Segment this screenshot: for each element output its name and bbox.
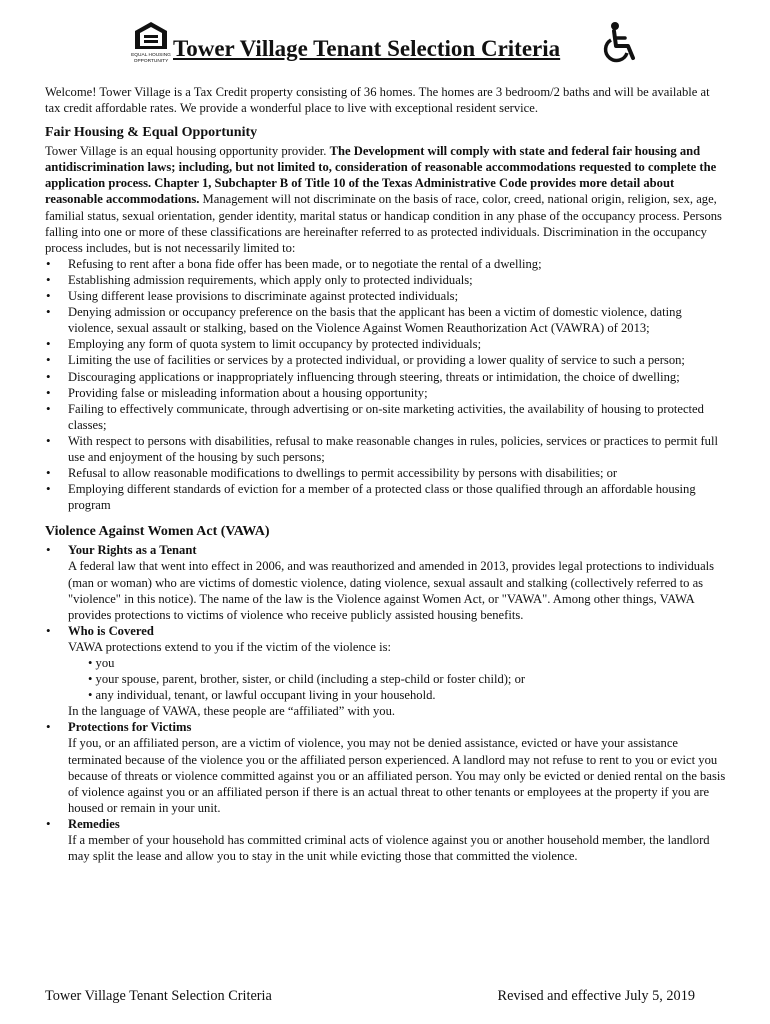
fair-housing-heading: Fair Housing & Equal Opportunity <box>45 125 258 141</box>
vawa-remedies-item <box>45 816 727 864</box>
logo-text-line1: EQUAL HOUSING <box>131 53 171 58</box>
fair-housing-bold-statement: The Development will comply with state and federal fair housing and antidiscrimination laws; including, but not limited to, consideration of reasonable accommodations requested to complete the application process. Chapter 1, Subchapter B of Title 10 of the Texas Administrative Code provides more detail about reasonable accommodations. <box>45 144 717 207</box>
list-item: • Refusing to rent after a bona fide offer has been made, or to negotiate the rental of a dwelling; <box>45 256 727 272</box>
covered-intro: VAWA protections extend to you if the victim of the violence is: <box>68 639 391 654</box>
fair-housing-paragraph <box>45 143 727 256</box>
list-item: • Refusal to allow reasonable modifications to dwellings to permit accessibility by persons with disabilities; or <box>45 465 727 481</box>
list-item: • your spouse, parent, brother, sister, or child (including a step-child or foster child); or <box>88 672 526 687</box>
document-page <box>45 14 727 864</box>
page-footer <box>45 988 695 1005</box>
remedies-text: If a member of your household has committed criminal acts of violence against you or another household member, the landlord may split the lease and allow you to stay in the unit while evicting those that committed the violence. <box>68 833 710 864</box>
protections-title: • Protections for Victims <box>68 720 192 735</box>
list-item: • Denying admission or occupancy preference on the basis that the applicant has been a victim of domestic violence, dating violence, sexual assault or stalking, based on the Violence Against Women Reauthorization Act (VAWRA) of 2013; <box>45 304 727 336</box>
rights-text: A federal law that went into effect in 2006, and was reauthorized and amended in 2013, provides legal protections to individuals (man or woman) who are victims of domestic violence, dating violence, sexual assault and stalking (collectively referred to as "violence" in this notice). The name of the law is the Violence against Women Act, or "VAWA". Among other things, VAWA provides protections to victims of violence who receive publicly assisted housing benefits. <box>68 559 715 622</box>
list-item: • Failing to effectively communicate, through advertising or on-site marketing activities, the availability of housing to protected classes; <box>45 401 727 433</box>
intro-paragraph: Welcome! Tower Village is a Tax Credit property consisting of 36 homes. The homes are 3 bedroom/2 baths and will be available at tax credit affordable rates. We provide a wonderful place to live with exceptional resident service. <box>45 85 710 116</box>
list-item: • Using different lease provisions to discriminate against protected individuals; <box>45 288 727 304</box>
list-item: • Discouraging applications or inappropriately influencing through steering, threats or intimidation, the choice of dwelling; <box>45 369 727 385</box>
list-item: • Employing any form of quota system to limit occupancy by protected individuals; <box>45 336 727 352</box>
vawa-covered-item <box>45 623 727 720</box>
list-item: • With respect to persons with disabilities, refusal to make reasonable changes in rules, policies, services or practices to permit full use and enjoyment of the housing by such persons; <box>45 433 727 465</box>
vawa-rights-item <box>45 542 727 622</box>
discrimination-list <box>45 256 727 514</box>
list-item: • Limiting the use of facilities or services by a protected individual, or providing a lower quality of service to such a person; <box>45 352 727 368</box>
page-title: Tower Village Tenant Selection Criteria <box>173 36 561 61</box>
footer-revision-date: Revised and effective July 5, 2019 <box>497 988 695 1004</box>
list-item: • you <box>88 656 115 670</box>
title-row <box>45 14 727 70</box>
wheelchair-accessibility-icon <box>601 20 641 64</box>
footer-document-title: Tower Village Tenant Selection Criteria <box>45 988 272 1004</box>
covered-persons-list <box>88 655 727 703</box>
covered-title: • Who is Covered <box>68 623 154 638</box>
fair-housing-rest: Management will not discriminate on the basis of race, color, creed, national origin, religion, sex, age, familial status, sexual orientation, gender identity, marital status or handicap condition in any phase of the occupancy process. Persons falling into one or more of these classifications are hereinafter referred to as protected individuals. Discrimination in the occupancy process includes, but is not necessarily limited to: <box>45 192 722 255</box>
list-item: • Employing different standards of eviction for a member of a protected class or those qualified through an affordable housing program <box>45 481 727 513</box>
vawa-protections-item <box>45 719 727 816</box>
protections-text: If you, or an affiliated person, are a victim of violence, you may not be denied assistance, evicted or have your assistance terminated because of the violence you or the affiliated person experienced. A landlord may not refuse to rent to you or evict you because of threats or violence committed against you or an affiliated person. You may only be evicted or denied rental on the basis of violence against you or an affiliated person if there is an actual threat to other tenants or employees at the property if you are housed or remain in your unit. <box>68 736 726 815</box>
logo-text-line2: OPPORTUNITY <box>133 59 169 64</box>
equal-housing-opportunity-logo <box>130 19 172 65</box>
vawa-list <box>45 542 727 864</box>
list-item: • Providing false or misleading information about a housing opportunity; <box>45 385 727 401</box>
rights-title: • Your Rights as a Tenant <box>68 543 197 558</box>
vawa-heading: Violence Against Women Act (VAWA) <box>45 524 270 540</box>
covered-outro: In the language of VAWA, these people are “affiliated” with you. <box>68 704 396 719</box>
remedies-title: • Remedies <box>68 816 120 831</box>
fair-housing-lead: Tower Village is an equal housing opportunity provider. <box>45 144 330 159</box>
list-item: • any individual, tenant, or lawful occupant living in your household. <box>88 688 436 703</box>
list-item: • Establishing admission requirements, which apply only to protected individuals; <box>45 272 727 288</box>
